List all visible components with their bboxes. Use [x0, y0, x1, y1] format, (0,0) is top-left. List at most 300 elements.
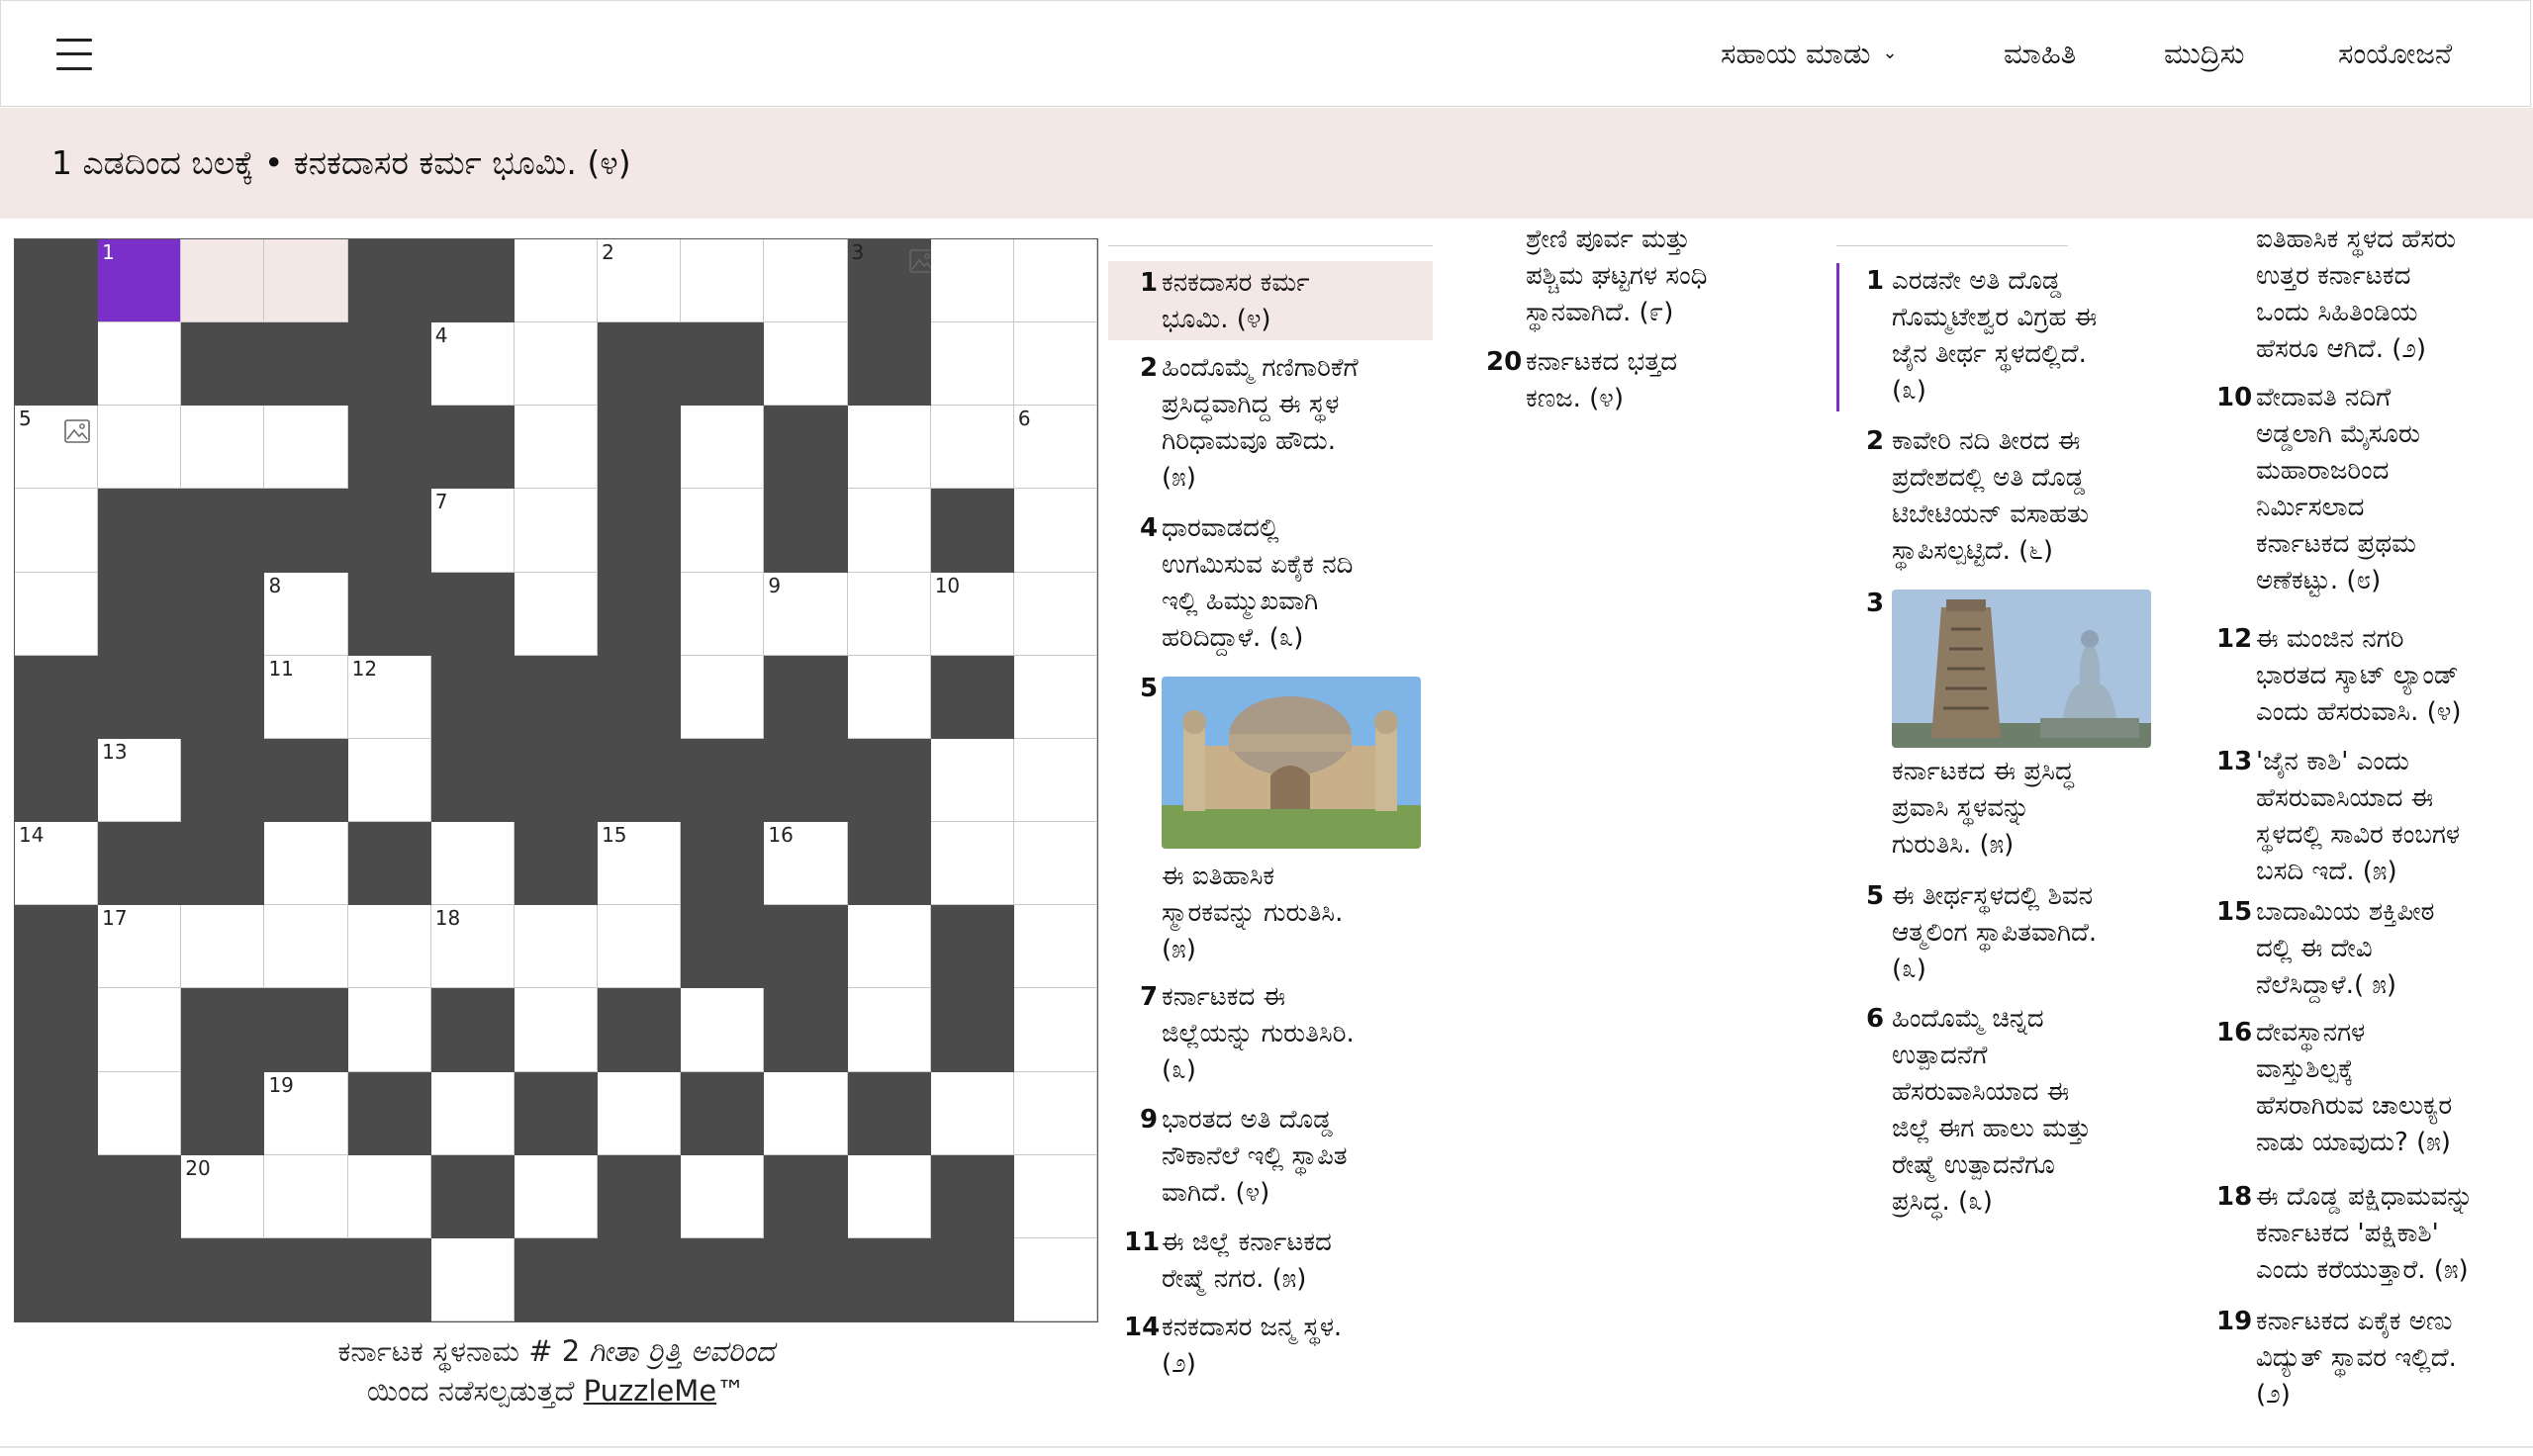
- grid-block: [848, 1238, 931, 1321]
- grid-block: [431, 739, 515, 822]
- grid-block: [181, 1238, 264, 1321]
- grid-cell[interactable]: [931, 322, 1014, 406]
- clue-text: ನೌಕಾನೆಲೆ ಇಲ್ಲಿ ಸ್ಥಾಪಿತ: [1162, 1141, 1348, 1171]
- cell-number: 18: [434, 906, 461, 931]
- grid-cell[interactable]: [181, 239, 264, 322]
- grid-block: [598, 406, 681, 489]
- help-menu[interactable]: [1721, 29, 1898, 78]
- cell-number: 4: [434, 323, 448, 348]
- grid-cell[interactable]: [98, 1072, 181, 1155]
- grid-cell[interactable]: [15, 573, 98, 656]
- across-clue-14[interactable]: [1108, 1310, 1433, 1383]
- grid-block: [181, 656, 264, 739]
- grid-cell[interactable]: [1014, 406, 1097, 489]
- grid-cell[interactable]: [98, 239, 181, 322]
- grid-cell[interactable]: [264, 406, 347, 489]
- grid-block: [764, 489, 847, 572]
- down-clue-2[interactable]: [1836, 423, 2163, 570]
- grid-cell[interactable]: [348, 656, 431, 739]
- footer-divider: [0, 1446, 2533, 1448]
- clue-number: 13: [2216, 747, 2253, 776]
- grid-cell[interactable]: [598, 822, 681, 905]
- grid-cell[interactable]: [681, 573, 764, 656]
- grid-cell[interactable]: [764, 573, 847, 656]
- grid-block: [264, 739, 347, 822]
- clue-text: 'ಜೈನ ಕಾಶಿ' ಎಂದು: [2256, 747, 2409, 776]
- grid-block: [181, 489, 264, 572]
- grid-block: [15, 1238, 98, 1321]
- clue-number: 5: [1866, 881, 1885, 911]
- cell-number: 6: [1017, 407, 1031, 431]
- clue-number: 1: [1866, 266, 1885, 296]
- grid-block: [15, 739, 98, 822]
- grid-block: [681, 322, 764, 406]
- grid-cell[interactable]: [264, 1072, 347, 1155]
- across-clue-9[interactable]: [1108, 1102, 1433, 1212]
- grid-block: [598, 322, 681, 406]
- settings-label: ಸಂಯೋಜನೆ: [2338, 36, 2453, 70]
- grid-cell[interactable]: [348, 739, 431, 822]
- grid-block: [431, 988, 515, 1071]
- grid-block: [764, 1238, 847, 1321]
- grid-cell[interactable]: [1014, 739, 1097, 822]
- down-clue-6[interactable]: [1836, 1001, 2163, 1221]
- grid-block: [181, 739, 264, 822]
- clue-text: ಅಣೆಕಟ್ಟು. (೮): [2256, 566, 2382, 595]
- grid-block: [764, 988, 847, 1071]
- grid-cell[interactable]: [515, 988, 598, 1071]
- grid-cell[interactable]: [848, 988, 931, 1071]
- clue-text: ಗೊಮ್ಮಟೇಶ್ವರ ವಿಗ್ರಹ ಈ: [1892, 303, 2098, 332]
- grid-block: [515, 656, 598, 739]
- down-clue-19[interactable]: [2212, 1304, 2529, 1413]
- settings-button[interactable]: [2338, 29, 2452, 78]
- clue-text: ಭೂಮಿ. (೪): [1162, 305, 1271, 334]
- clue-text: ಮಹಾರಾಜರಿಂದ: [2256, 456, 2390, 486]
- clue-text: ಈ ಐತಿಹಾಸಿಕ: [1162, 862, 1275, 891]
- grid-block: [598, 656, 681, 739]
- clue-number: 5: [1140, 674, 1159, 703]
- clue-text: (೫): [1162, 463, 1196, 493]
- grid-cell[interactable]: [264, 905, 347, 988]
- clue-text: ಭಾರತದ ಅತಿ ದೊಡ್ಡ: [1162, 1105, 1333, 1135]
- clue-text: ದೇವಸ್ಥಾನಗಳ: [2256, 1018, 2366, 1047]
- clue-text: ರೇಷ್ಮೆ ನಗರ. (೫): [1162, 1264, 1307, 1294]
- grid-cell[interactable]: [764, 1072, 847, 1155]
- clue-text: ನಿರ್ಮಿಸಲಾದ: [2256, 493, 2365, 522]
- clue-text: ರೇಷ್ಮೆ ಉತ್ಪಾದನೆಗೂ: [1892, 1150, 2055, 1180]
- clue-text: ಶ್ರೇಣಿ ಪೂರ್ವ ಮತ್ತು: [1526, 225, 1690, 254]
- grid-block: [98, 822, 181, 905]
- grid-block: [15, 656, 98, 739]
- clue-number: 3: [1866, 589, 1885, 618]
- grid-cell[interactable]: [1014, 1238, 1097, 1321]
- clue-text: ಹರಿದಿದ್ದಾಳೆ. (೩): [1162, 623, 1304, 653]
- clue-text: ಕಣಜ. (೪): [1526, 384, 1624, 413]
- clue-text: ಉತ್ಪಾದನೆಗೆ: [1892, 1041, 1988, 1070]
- info-button[interactable]: [2004, 29, 2076, 78]
- clue-text: ಕರ್ನಾಟಕದ ಈ ಪ್ರಸಿದ್ಧ: [1892, 757, 2074, 786]
- grid-block: [848, 322, 931, 406]
- clue-text: ಕನಕದಾಸರ ಕರ್ಮ: [1162, 268, 1310, 298]
- down-clue-13[interactable]: [2212, 744, 2529, 890]
- murudeshwar-photo: [1892, 590, 2151, 748]
- grid-cell[interactable]: [681, 656, 764, 739]
- clue-text: ಕನಕದಾಸರ ಜನ್ಮ ಸ್ಥಳ.: [1162, 1313, 1343, 1342]
- clue-text: ಅಡ್ಡಲಾಗಿ ಮೈಸೂರು: [2256, 419, 2421, 449]
- grid-cell[interactable]: [515, 905, 598, 988]
- down-clue-15[interactable]: [2212, 894, 2529, 1004]
- grid-cell[interactable]: [931, 1072, 1014, 1155]
- clue-text: (೫): [1162, 935, 1196, 964]
- clue-number: 18: [2216, 1182, 2253, 1212]
- grid-cell[interactable]: [1014, 573, 1097, 656]
- grid-cell[interactable]: [98, 406, 181, 489]
- credit-title: ಕರ್ನಾಟಕ ಸ್ಥಳನಾಮ # 2: [337, 1334, 590, 1368]
- clue-text: ಹೆಸರಾಗಿರುವ ಚಾಲುಕ್ಯರ: [2256, 1091, 2453, 1121]
- clue-text: ಆತ್ಮಲಿಂಗ ಸ್ಥಾಪಿತವಾಗಿದೆ.: [1892, 918, 2098, 948]
- clue-text: ಉಗಮಿಸುವ ಏಕೈಕ ನದಿ: [1162, 550, 1354, 580]
- grid-block: [848, 239, 931, 322]
- clue-text: ಜಿಲ್ಲೆ ಈಗ ಹಾಲು ಮತ್ತು: [1892, 1114, 2092, 1143]
- grid-cell[interactable]: [848, 489, 931, 572]
- grid-cell[interactable]: [764, 822, 847, 905]
- grid-cell[interactable]: [515, 406, 598, 489]
- grid-block: [348, 573, 431, 656]
- grid-block: [348, 406, 431, 489]
- grid-block: [15, 1072, 98, 1155]
- grid-cell[interactable]: [431, 905, 515, 988]
- grid-block: [348, 322, 431, 406]
- grid-cell[interactable]: [98, 739, 181, 822]
- clue-text: ಐತಿಹಾಸಿಕ ಸ್ಥಳದ ಹೆಸರು: [2256, 225, 2457, 254]
- grid-block: [348, 822, 431, 905]
- help-menu-label: ಸಹಾಯ ಮಾಡು: [1721, 36, 1871, 70]
- grid-block: [98, 1238, 181, 1321]
- clue-text: ಟಿಬೇಟಿಯನ್ ವಸಾಹತು: [1892, 500, 2089, 529]
- grid-cell[interactable]: [1014, 822, 1097, 905]
- down-clue-12[interactable]: [2212, 621, 2529, 731]
- grid-cell[interactable]: [931, 239, 1014, 322]
- clue-text: ಕರ್ನಾಟಕದ ಪ್ರಥಮ: [2256, 529, 2416, 559]
- grid-cell[interactable]: [15, 489, 98, 572]
- grid-block: [848, 1072, 931, 1155]
- grid-cell[interactable]: [348, 905, 431, 988]
- clue-number: 7: [1140, 982, 1159, 1012]
- grid-block: [598, 573, 681, 656]
- clue-text: (೨): [2256, 1380, 2291, 1410]
- clue-text: ಇಲ್ಲಿ ಹಿಮ್ಮುಖವಾಗಿ: [1162, 587, 1319, 616]
- current-clue-text: 1 ಎಡದಿಂದ ಬಲಕ್ಕೆ • ಕನಕದಾಸರ ಕರ್ಮ ಭೂಮಿ. (೪): [51, 143, 631, 182]
- grid-block: [764, 1155, 847, 1238]
- grid-block: [15, 905, 98, 988]
- down-clue-5[interactable]: [1836, 878, 2163, 988]
- clue-number: 15: [2216, 897, 2253, 927]
- clue-text: ಕಾವೇರಿ ನದಿ ತೀರದ ಈ: [1892, 426, 2081, 456]
- crossword-grid[interactable]: [14, 238, 1098, 1322]
- trademark: ™: [716, 1374, 746, 1408]
- grid-cell[interactable]: [931, 822, 1014, 905]
- grid-block: [515, 1072, 598, 1155]
- grid-cell[interactable]: [681, 988, 764, 1071]
- clue-text: ಪ್ರಸಿದ್ಧ. (೩): [1892, 1187, 1993, 1217]
- grid-cell[interactable]: [931, 406, 1014, 489]
- across-clue-4[interactable]: [1108, 510, 1433, 657]
- clue-text: ಭಾರತದ ಸ್ಕಾಟ್ ಲ್ಯಾಂಡ್: [2256, 661, 2459, 690]
- credit-powered: ಯಿಂದ ನಡೆಸಲ್ಪಡುತ್ತದೆ: [366, 1374, 584, 1408]
- grid-block: [15, 239, 98, 322]
- print-button[interactable]: [2164, 29, 2244, 78]
- info-label: ಮಾಹಿತಿ: [2004, 36, 2077, 70]
- cell-number: 16: [768, 823, 794, 848]
- grid-cell[interactable]: [515, 239, 598, 322]
- grid-cell[interactable]: [848, 656, 931, 739]
- grid-block: [15, 1155, 98, 1238]
- grid-block: [764, 656, 847, 739]
- grid-block: [348, 489, 431, 572]
- clue-text: ಕರ್ನಾಟಕದ 'ಪಕ್ಷಿಕಾಶಿ': [2256, 1219, 2439, 1248]
- grid-cell[interactable]: [598, 239, 681, 322]
- across-clue-7[interactable]: [1108, 979, 1433, 1089]
- clue-text: ಎಂದು ಕರೆಯುತ್ತಾರೆ. (೫): [2256, 1255, 2469, 1285]
- clue-number: 19: [2216, 1307, 2253, 1336]
- down-clue-continued[interactable]: [2212, 222, 2529, 368]
- across-clue-1[interactable]: [1108, 261, 1433, 340]
- clue-text: ನೆಲೆಸಿದ್ದಾಳೆ.( ೫): [2256, 970, 2397, 1000]
- grid-cell[interactable]: [515, 1155, 598, 1238]
- across-clue-continued[interactable]: [1484, 222, 1811, 331]
- grid-block: [598, 1238, 681, 1321]
- clue-text: ಕರ್ನಾಟಕದ ಏಕೈಕ ಅಣು: [2256, 1307, 2453, 1336]
- grid-cell[interactable]: [264, 239, 347, 322]
- grid-block: [515, 822, 598, 905]
- across-clue-11[interactable]: [1108, 1225, 1433, 1298]
- chevron-down-icon: ⌄: [1882, 42, 1898, 63]
- clue-text: ಧಾರವಾಡದಲ್ಲಿ: [1162, 513, 1279, 543]
- down-header-line: [1836, 245, 2068, 246]
- clue-number: 2: [1866, 426, 1885, 456]
- grid-cell[interactable]: [848, 406, 931, 489]
- grid-block: [931, 988, 1014, 1071]
- cell-number: 3: [851, 240, 865, 264]
- cell-number: 12: [351, 656, 378, 681]
- grid-block: [598, 1155, 681, 1238]
- grid-cell[interactable]: [15, 822, 98, 905]
- clue-text: ಸ್ಥಾಪಿಸಲ್ಪಟ್ಟಿದೆ. (೬): [1892, 536, 2053, 566]
- grid-cell[interactable]: [848, 573, 931, 656]
- cell-number: 8: [268, 573, 282, 597]
- down-clue-1[interactable]: [1836, 263, 2163, 410]
- grid-cell[interactable]: [764, 239, 847, 322]
- grid-block: [15, 322, 98, 406]
- grid-block: [98, 656, 181, 739]
- grid-block: [681, 1072, 764, 1155]
- grid-block: [848, 822, 931, 905]
- clue-text: ಸ್ಥಾನವಾಗಿದೆ. (೯): [1526, 298, 1674, 327]
- grid-cell[interactable]: [931, 739, 1014, 822]
- clue-number: 4: [1140, 513, 1159, 543]
- cell-number: 14: [19, 823, 45, 848]
- clue-text: ಈ ದೊಡ್ಡ ಪಕ್ಷಿಧಾಮವನ್ನು: [2256, 1182, 2474, 1212]
- grid-cell[interactable]: [598, 905, 681, 988]
- clue-text: ಸ್ಮಾರಕವನ್ನು ಗುರುತಿಸಿ.: [1162, 898, 1344, 928]
- grid-cell[interactable]: [431, 822, 515, 905]
- clue-number: 11: [1124, 1228, 1161, 1257]
- across-header-line: [1108, 245, 1433, 246]
- grid-cell[interactable]: [1014, 322, 1097, 406]
- grid-cell[interactable]: [181, 905, 264, 988]
- down-clue-16[interactable]: [2212, 1015, 2529, 1161]
- grid-cell[interactable]: [15, 406, 98, 489]
- clue-text: ಕರ್ನಾಟಕದ ಈ: [1162, 982, 1286, 1012]
- clue-text: ಪಶ್ಚಿಮ ಘಟ್ಟಗಳ ಸಂಧಿ: [1526, 261, 1708, 291]
- grid-block: [681, 822, 764, 905]
- clue-text: ಸ್ಥಳದಲ್ಲಿ ಸಾವಿರ ಕಂಬಗಳ: [2256, 820, 2461, 850]
- clue-text: ಈ ಜಿಲ್ಲೆ ಕರ್ನಾಟಕದ: [1162, 1228, 1332, 1257]
- grid-cell[interactable]: [515, 322, 598, 406]
- clue-text: ಹಿಂದೊಮ್ಮೆ ಗಣಿಗಾರಿಕೆಗೆ: [1162, 353, 1359, 383]
- current-clue-bar: [0, 108, 2533, 219]
- grid-cell[interactable]: [264, 822, 347, 905]
- grid-block: [348, 1238, 431, 1321]
- grid-cell[interactable]: [348, 988, 431, 1071]
- grid-block: [15, 988, 98, 1071]
- clue-text: ವೇದಾವತಿ ನದಿಗೆ: [2256, 383, 2392, 412]
- clue-text: (೨): [1162, 1349, 1196, 1379]
- grid-block: [764, 905, 847, 988]
- grid-cell[interactable]: [1014, 489, 1097, 572]
- grid-block: [931, 489, 1014, 572]
- cell-number: 1: [102, 240, 115, 264]
- clue-text: ನಾಡು ಯಾವುದು? (೫): [2256, 1128, 2451, 1157]
- cell-number: 20: [185, 1155, 211, 1180]
- clue-text: (೩): [1162, 1055, 1196, 1085]
- grid-block: [348, 1072, 431, 1155]
- grid-block: [431, 239, 515, 322]
- grid-block: [598, 489, 681, 572]
- across-clue-2[interactable]: [1108, 350, 1433, 497]
- grid-block: [515, 1238, 598, 1321]
- clue-text: ಹೆಸರೂ ಆಗಿದೆ. (೨): [2256, 334, 2427, 364]
- grid-cell[interactable]: [264, 656, 347, 739]
- grid-block: [98, 489, 181, 572]
- grid-cell[interactable]: [848, 905, 931, 988]
- grid-block: [848, 739, 931, 822]
- grid-cell[interactable]: [515, 489, 598, 572]
- grid-cell[interactable]: [681, 489, 764, 572]
- grid-block: [181, 322, 264, 406]
- grid-cell[interactable]: [98, 905, 181, 988]
- grid-block: [181, 822, 264, 905]
- clue-number: 14: [1124, 1313, 1161, 1342]
- cell-number: 2: [602, 240, 614, 264]
- clue-number: 9: [1140, 1105, 1159, 1135]
- down-clue-10[interactable]: [2212, 380, 2529, 599]
- grid-cell[interactable]: [431, 1072, 515, 1155]
- grid-cell[interactable]: [264, 1155, 347, 1238]
- clue-text: ಪ್ರವಾಸಿ ಸ್ಥಳವನ್ನು: [1892, 793, 2030, 823]
- grid-block: [931, 1155, 1014, 1238]
- grid-block: [431, 406, 515, 489]
- clue-text: ಪ್ರದೇಶದಲ್ಲಿ ಅತಿ ದೊಡ್ಡ: [1892, 463, 2086, 493]
- grid-cell[interactable]: [598, 1072, 681, 1155]
- credit-author: ಗೀತಾ ರ್ರಿತ್ತಿ ಅವರಿಂದ: [589, 1334, 775, 1368]
- image-clue-icon: [64, 419, 90, 443]
- clue-text: (೩): [1892, 955, 1926, 984]
- grid-block: [598, 988, 681, 1071]
- cell-number: 7: [434, 490, 448, 514]
- clue-number: 2: [1140, 353, 1159, 383]
- grid-cell[interactable]: [848, 1155, 931, 1238]
- grid-cell[interactable]: [181, 1155, 264, 1238]
- clue-number: 12: [2216, 624, 2253, 654]
- grid-cell[interactable]: [931, 573, 1014, 656]
- print-label: ಮುದ್ರಿಸು: [2164, 36, 2245, 70]
- grid-cell[interactable]: [98, 988, 181, 1071]
- clue-text: ಒಂದು ಸಿಹಿತಿಂಡಿಯ: [2256, 298, 2418, 327]
- clue-text: ಈ ಮಂಜಿನ ನಗರಿ: [2256, 624, 2404, 654]
- clue-number: 6: [1866, 1004, 1885, 1034]
- clue-number: 10: [2216, 383, 2253, 412]
- cell-number: 13: [102, 739, 128, 764]
- clue-number: 16: [2216, 1018, 2253, 1047]
- grid-cell[interactable]: [181, 406, 264, 489]
- clue-text: ಬಾದಾಮಿಯ ಶಕ್ತಿಪೀಠ: [2256, 897, 2435, 927]
- clue-text: ಜಿಲ್ಲೆಯನ್ನು ಗುರುತಿಸಿರಿ.: [1162, 1019, 1355, 1048]
- grid-cell[interactable]: [264, 573, 347, 656]
- grid-block: [598, 739, 681, 822]
- grid-block: [681, 1238, 764, 1321]
- grid-block: [98, 573, 181, 656]
- grid-cell[interactable]: [431, 1238, 515, 1321]
- grid-cell[interactable]: [1014, 1072, 1097, 1155]
- grid-cell[interactable]: [98, 322, 181, 406]
- grid-cell[interactable]: [681, 406, 764, 489]
- grid-block: [181, 1072, 264, 1155]
- grid-cell[interactable]: [1014, 988, 1097, 1071]
- grid-block: [764, 739, 847, 822]
- hamburger-icon[interactable]: [56, 37, 92, 72]
- grid-block: [931, 905, 1014, 988]
- grid-cell[interactable]: [1014, 239, 1097, 322]
- clue-text: ವಾಸ್ತುಶಿಲ್ಪಕ್ಕೆ: [2256, 1054, 2354, 1084]
- grid-cell[interactable]: [681, 1155, 764, 1238]
- grid-cell[interactable]: [515, 573, 598, 656]
- clue-number: 20: [1486, 347, 1523, 377]
- top-toolbar: [0, 0, 2531, 107]
- clue-text: ಎರಡನೇ ಅತಿ ದೊಡ್ಡ: [1892, 266, 2062, 296]
- grid-cell[interactable]: [348, 1155, 431, 1238]
- clue-text: ವಾಗಿದೆ. (೪): [1162, 1178, 1270, 1208]
- grid-block: [764, 406, 847, 489]
- grid-cell[interactable]: [1014, 1155, 1097, 1238]
- grid-cell[interactable]: [1014, 905, 1097, 988]
- grid-cell[interactable]: [1014, 656, 1097, 739]
- grid-block: [431, 573, 515, 656]
- clue-text: ಹೆಸರುವಾಸಿಯಾದ ಈ: [2256, 783, 2434, 813]
- down-clue-18[interactable]: [2212, 1179, 2529, 1289]
- across-clue-20[interactable]: [1484, 344, 1811, 417]
- cell-number: 19: [268, 1072, 294, 1097]
- grid-cell[interactable]: [681, 239, 764, 322]
- puzzleme-link[interactable]: PuzzleMe: [583, 1374, 717, 1408]
- grid-block: [931, 1238, 1014, 1321]
- grid-block: [348, 239, 431, 322]
- grid-cell[interactable]: [431, 322, 515, 406]
- grid-cell[interactable]: [431, 489, 515, 572]
- grid-cell[interactable]: [764, 322, 847, 406]
- grid-block: [98, 1155, 181, 1238]
